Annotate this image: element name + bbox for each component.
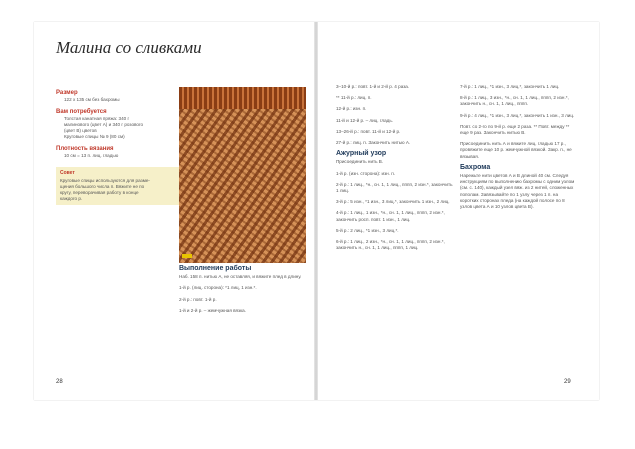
accent-bar — [182, 254, 192, 258]
section-line: Круговые спицы № 9 (80 см) — [64, 134, 125, 139]
instruction-paragraph: 13–26-й р.: повт. 11-й и 12-й р. — [336, 128, 401, 134]
tip-line: кругу, переворачивая работу в конце — [60, 190, 139, 195]
instruction-paragraph: Наб. 158 п. нитью А, не оставляя, и вяжите плед в длину. — [179, 274, 302, 280]
instruction-paragraph: 6-й р.: 1 лиц., 2 изн., *н., сн. 1, 1 лиц., пппп, 2 изн.*, закончить н., сн. 1, 1 лиц., пппп, 1 лиц. — [336, 239, 445, 251]
page-number-left: 28 — [56, 379, 63, 385]
instruction-paragraph: ** 11-й р.: лиц. п. — [336, 95, 372, 101]
tip-line: Круговые спицы используются для разме- — [60, 178, 150, 183]
knitting-photo-ribbing — [179, 87, 306, 109]
right-page — [316, 22, 599, 400]
instruction-paragraph: Присоединить нить В. — [336, 159, 384, 165]
instruction-paragraph: 1-й и 2-й р. – жемчужная вязка. — [179, 307, 247, 313]
instruction-paragraph: 7-й р.: 1 лиц., *1 изн., 3 лиц.*, закончить 1 лиц. — [460, 84, 560, 89]
instruction-paragraph: 12-й р.: изн. п. — [336, 106, 367, 112]
instruction-paragraph: 9-й р.: 4 лиц., *1 изн., 3 лиц.*, закончить 1 изн., 3 лиц. — [460, 112, 575, 118]
tip-box — [56, 167, 196, 205]
instruction-paragraph: Повт. со 2-го по 9-й р. еще 2 раза. ** Повт. между ** еще 9 раз. Закончить нитью В. — [460, 123, 570, 136]
execution-section — [179, 266, 309, 319]
instructions-column-1 — [336, 84, 454, 256]
section-heading: Вам потребуется — [56, 109, 107, 115]
page-title: Малина со сливками — [56, 38, 202, 57]
section-line: малинового (цвет А) и 340 г розового — [64, 122, 144, 127]
instruction-paragraph: Присоединить нить А и вяжите лиц. гладью 17 р., провяжите еще 10 р. жемчужной вязкой. Закр. п., не вязывая. — [460, 141, 572, 159]
instruction-paragraph: 4-й р.: 1 лиц., 1 изн., *н., сн. 1, 1 лиц., пппп, 2 изн.*, закончить росп. повт. 1 изн., 1 лиц. — [336, 210, 445, 222]
tip-line: щения большого числа п. Вяжите не по — [60, 184, 145, 189]
knitting-photo — [179, 87, 306, 263]
instruction-paragraph: 3–10-й р.: повт. 1-й и 2-й р. 4 раза. — [336, 84, 410, 89]
instruction-paragraph: 27-й р.: лиц. п. Закончить нитью А. — [336, 140, 411, 146]
instruction-heading: Ажурный узор — [336, 150, 387, 158]
section-line: (цвет В) цветов — [64, 128, 97, 133]
section-heading: Плотность вязания — [56, 146, 114, 152]
instruction-paragraph: 2-й р.: повт. 1-й р. — [179, 296, 217, 302]
tip-heading: Совет — [60, 170, 75, 176]
instruction-paragraph: 8-й р.: 1 лиц., 3 изн., *н., сн. 1, 1 лиц., пппп, 2 изн.*, закончить н., сн. 1, 1 лиц., пппп. — [460, 95, 569, 107]
instruction-paragraph: 11-й и 12-й р. – лиц. гладь. — [336, 117, 393, 123]
instruction-heading: Бахрома — [460, 163, 491, 171]
instruction-paragraph: 1-й р. (лиц. сторона): *1 лиц, 1 изн.*. — [179, 285, 257, 291]
instruction-paragraph: 5-й р.: 2 лиц., *1 изн., 3 лиц.*. — [336, 227, 399, 233]
page-number-right: 29 — [564, 379, 571, 385]
instructions-column-2 — [460, 84, 575, 215]
book-spread — [34, 22, 599, 400]
pattern-info-sidebar — [56, 84, 196, 205]
tip-line: каждого р. — [60, 196, 83, 201]
section-line: Толстая канатная пряжа: 340 г — [64, 116, 130, 121]
instruction-paragraph: 2-й р.: 1 лиц., *н., сн. 1, 1 лиц., пппп, 2 изн.*, закончить 1 лиц. — [336, 181, 453, 194]
instruction-paragraph: 1-й р. (изн. сторона): изн. п. — [336, 170, 396, 176]
left-page — [34, 22, 316, 400]
section-heading: Размер — [56, 90, 78, 96]
execution-heading: Выполнение работы — [179, 265, 252, 272]
instruction-paragraph: Нарежьте нити цветов А и В длиной 40 см. Следуя инструкциям по выполнению бахромы с одним узлом (см. с. 140), каждый узел вяж. из 2 нитей, сложенных пополам. Завязывайте по 1 узлу через 1 п. на коротких сторонах пледа (на каждой полосе по 8 узлов цвета А и 10 узлов цвета В). — [460, 173, 575, 210]
instruction-paragraph: 3-й р.: 5 изн., *1 изн., 3 лиц.*, закончить 1 изн., 2 лиц. — [336, 199, 450, 205]
section-line: 10 см = 13 п. лиц. гладью — [64, 153, 119, 158]
section-line: 122 х 135 см без бахромы — [64, 97, 120, 102]
